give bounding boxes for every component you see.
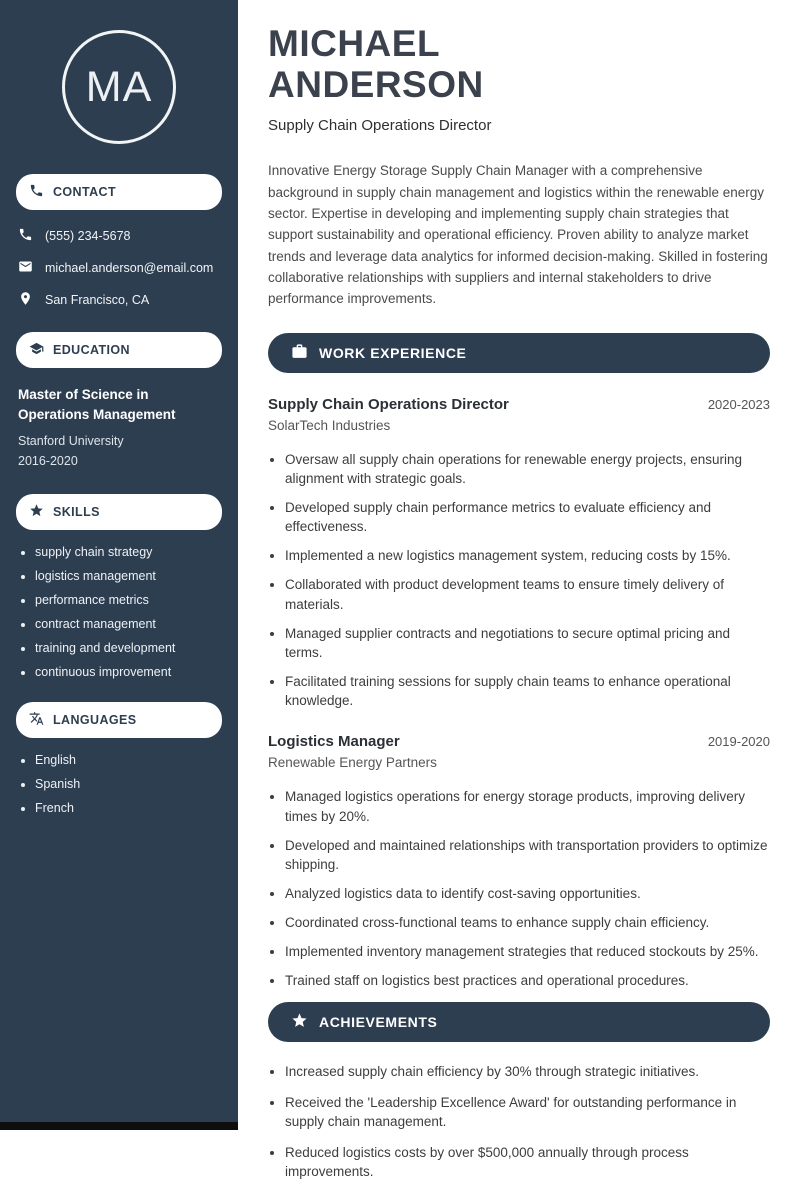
skill-item: • logistics management xyxy=(35,569,220,583)
job-bullet: • Trained staff on logistics best practices and operational procedures. xyxy=(285,971,770,990)
achievement-bullet: • Increased supply chain efficiency by 30% through strategic initiatives. xyxy=(285,1062,770,1081)
job-bullet: • Managed supplier contracts and negotiations to secure optimal pricing and terms. xyxy=(285,624,770,662)
job-bullet-list xyxy=(285,787,770,990)
job-bullet-list xyxy=(285,450,770,711)
achievements-title: ACHIEVEMENTS xyxy=(319,1013,438,1030)
languages-list xyxy=(35,753,220,815)
achievements-banner xyxy=(268,1002,770,1042)
achievement-bullet: • Received the 'Leadership Excellence Award' for outstanding performance in supply chain management. xyxy=(285,1093,770,1131)
skills-list xyxy=(35,545,220,679)
language-item: • Spanish xyxy=(35,777,220,791)
work-experience-banner xyxy=(268,333,770,373)
job-bullet: • Developed and maintained relationships with transportation providers to optimize shipping. xyxy=(285,836,770,874)
education-entry xyxy=(18,385,220,471)
job-entry xyxy=(268,733,770,990)
briefcase-icon xyxy=(291,343,308,363)
education-degree: Master of Science in Operations Management xyxy=(18,387,176,422)
contact-email-value: michael.anderson@email.com xyxy=(45,261,214,275)
languages-section-title: LANGUAGES xyxy=(53,712,137,727)
star-icon xyxy=(29,503,44,521)
achievements-list xyxy=(285,1062,770,1181)
job-header xyxy=(268,396,770,413)
resume-main xyxy=(238,0,800,1180)
job-bullet: • Managed logistics operations for energy storage products, improving delivery times by 20%. xyxy=(285,787,770,825)
skill-item: • training and development xyxy=(35,641,220,655)
job-dates: 2020-2023 xyxy=(707,396,770,412)
star-icon xyxy=(291,1012,308,1032)
summary-paragraph: Innovative Energy Storage Supply Chain Manager with a comprehensive background in supply chain management and logistics within the renewable energy sector. Expertise in developing and implementing supply chain strategies that support sustainability and operational efficiency. Proven ability to analyze market trends and leverage data analytics for informed decision-making. Skilled in fostering collaborative relationships with suppliers and internal stakeholders to drive performance improvements. xyxy=(268,163,768,307)
skills-section-title: SKILLS xyxy=(53,504,100,519)
location-pin-icon xyxy=(18,291,33,309)
languages-section-header xyxy=(16,702,222,738)
skill-item: • continuous improvement xyxy=(35,665,220,679)
job-header xyxy=(268,733,770,750)
job-title: Logistics Manager xyxy=(268,733,400,751)
job-bullet: • Oversaw all supply chain operations for renewable energy projects, ensuring alignment with strategic goals. xyxy=(285,450,770,488)
avatar xyxy=(62,30,176,144)
education-section-title: EDUCATION xyxy=(53,343,130,357)
job-bullet: • Collaborated with product development teams to ensure timely delivery of materials. xyxy=(285,575,770,613)
translate-icon xyxy=(29,711,44,729)
sidebar xyxy=(0,0,238,1130)
skill-item: • supply chain strategy xyxy=(35,545,220,559)
job-dates: 2019-2020 xyxy=(707,734,770,750)
job-company: SolarTech Industries xyxy=(268,417,391,433)
job-entry xyxy=(268,396,770,711)
contact-location-value: San Francisco, CA xyxy=(45,293,150,307)
skills-section-header xyxy=(16,494,222,530)
skill-item: • performance metrics xyxy=(35,593,220,607)
graduation-cap-icon xyxy=(29,341,44,359)
job-bullet: • Developed supply chain performance metrics to evaluate efficiency and effectiveness. xyxy=(285,498,770,536)
job-bullet: • Analyzed logistics data to identify cost-saving opportunities. xyxy=(285,884,770,903)
mail-icon xyxy=(18,259,33,277)
contact-location-row xyxy=(18,291,220,309)
candidate-headline: Supply Chain Operations Director xyxy=(268,117,492,135)
contact-list xyxy=(18,227,220,309)
job-bullet: • Implemented a new logistics management system, reducing costs by 15%. xyxy=(285,546,770,565)
job-company: Renewable Energy Partners xyxy=(268,755,437,771)
language-item: • English xyxy=(35,753,220,767)
job-bullet: • Implemented inventory management strategies that reduced stockouts by 25%. xyxy=(285,942,770,961)
candidate-name-line1: MICHAEL xyxy=(268,23,441,64)
education-section-header xyxy=(16,332,222,368)
contact-email-row xyxy=(18,259,220,277)
contact-phone-value: (555) 234-5678 xyxy=(45,229,131,243)
contact-section-title: CONTACT xyxy=(53,185,116,199)
phone-icon xyxy=(18,227,33,245)
contact-phone-row xyxy=(18,227,220,245)
education-school: Stanford University xyxy=(18,434,124,449)
candidate-name xyxy=(268,24,770,105)
work-experience-title: WORK EXPERIENCE xyxy=(319,344,467,361)
job-bullet: • Facilitated training sessions for supply chain teams to enhance operational knowledge. xyxy=(285,672,770,710)
candidate-name-line2: ANDERSON xyxy=(268,63,484,105)
achievement-bullet: • Reduced logistics costs by over $500,000 annually through process improvements. xyxy=(285,1143,770,1181)
contact-section-header xyxy=(16,174,222,210)
job-bullet: • Coordinated cross-functional teams to enhance supply chain efficiency. xyxy=(285,913,770,932)
language-item: • French xyxy=(35,801,220,815)
education-years: 2016-2020 xyxy=(18,453,78,468)
skill-item: • contract management xyxy=(35,617,220,631)
job-title: Supply Chain Operations Director xyxy=(268,395,509,413)
phone-icon xyxy=(29,183,44,201)
avatar-initials: MA xyxy=(85,62,153,111)
